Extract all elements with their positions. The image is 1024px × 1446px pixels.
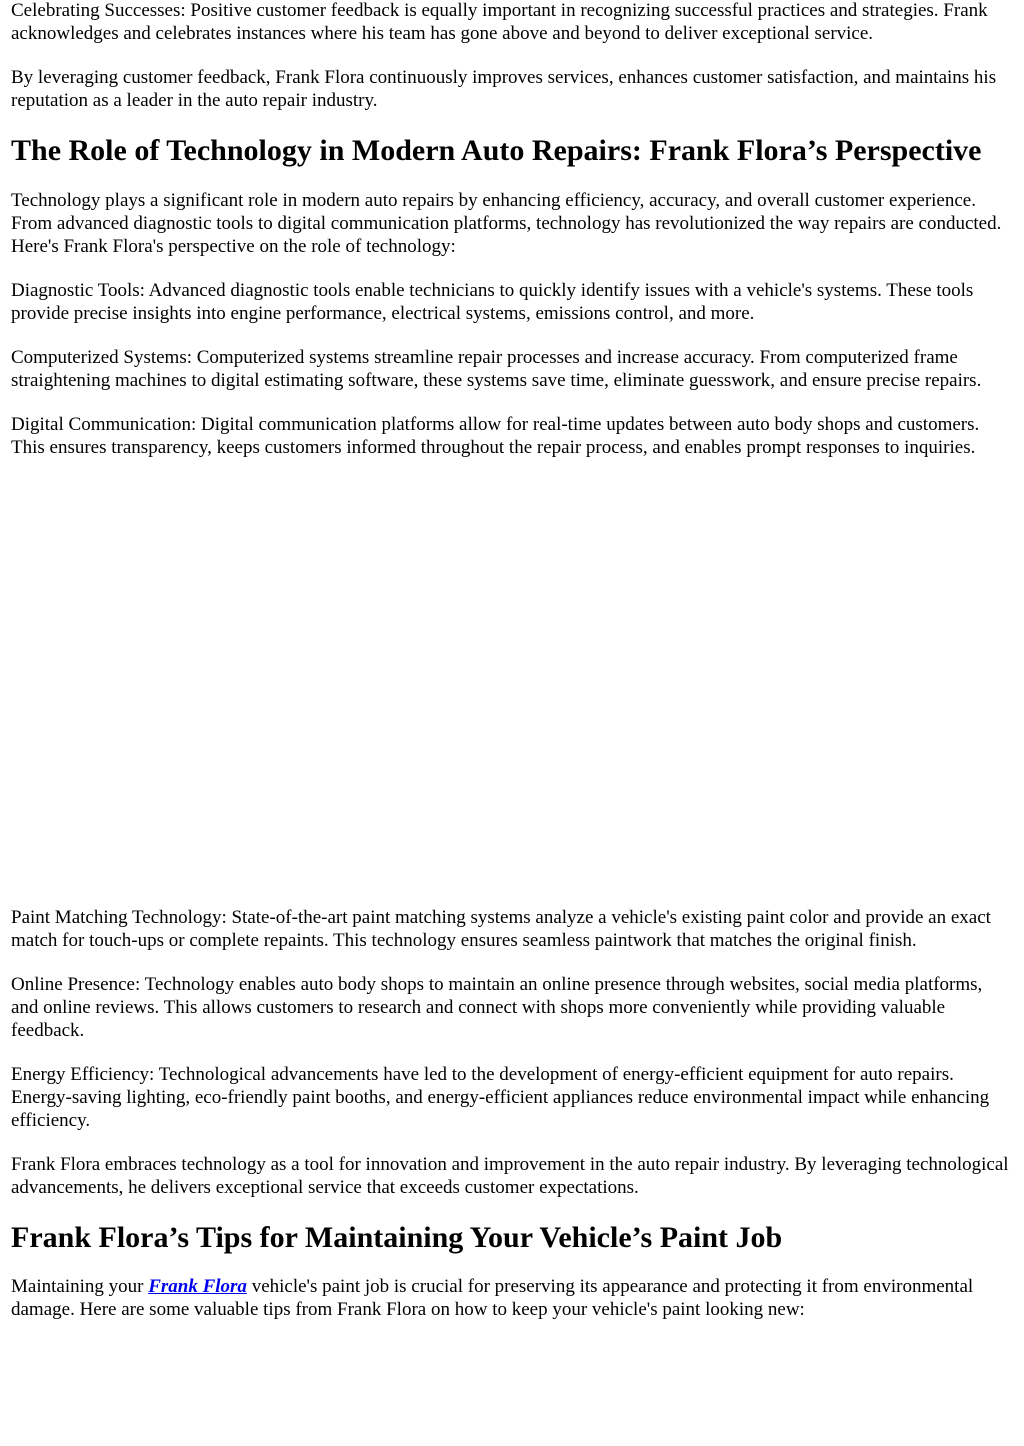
paragraph-celebrating-successes: Celebrating Successes: Positive customer feedback is equally important in recognizing successful practices and strategies. Frank acknowledges and celebrates instances where his team has gone above and beyond to deliver exceptional service. [11,0,988,44]
paragraph-maintaining-paint [11,1275,1012,1321]
paragraph-maintaining-lead: Maintaining your [11,1276,149,1297]
paragraph-online-presence: Online Presence: Technology enables auto body shops to maintain an online presence through websites, social media platforms, and online reviews. This allows customers to research and connect with shops more conveniently while providing valuable feedback. [11,974,983,1041]
paragraph-paint-matching: Paint Matching Technology: State-of-the-art paint matching systems analyze a vehicle's existing paint color and provide an exact match for touch-ups or complete repaints. This technology ensures seamless paintwork that matches the original finish. [11,907,991,951]
blank-media-area [11,480,1012,906]
paragraph-computerized-systems: Computerized Systems: Computerized systems streamline repair processes and increase accuracy. From computerized frame straightening machines to digital estimating software, these systems save time, eliminate guesswork, and ensure precise repairs. [11,347,982,391]
heading-paint-job-tips: Frank Flora’s Tips for Maintaining Your Vehicle’s Paint Job [11,1221,783,1254]
paragraph-technology-intro: Technology plays a significant role in modern auto repairs by enhancing efficiency, accuracy, and overall customer experience. From advanced diagnostic tools to digital communication platforms, technology has revolutionized the way repairs are conducted. Here's Frank Flora's perspective on the role of technology: [11,190,1002,257]
paragraph-maintaining-rest: vehicle's paint job is crucial for preserving its appearance and protecting it from environmental damage. Here are some valuable tips from Frank Flora on how to keep your vehicle's paint looking new: [11,1276,974,1320]
paragraph-diagnostic-tools: Diagnostic Tools: Advanced diagnostic tools enable technicians to quickly identify issues with a vehicle's systems. These tools provide precise insights into engine performance, electrical systems, emissions control, and more. [11,280,974,324]
paragraph-embraces-technology: Frank Flora embraces technology as a tool for innovation and improvement in the auto repair industry. By leveraging technological advancements, he delivers exceptional service that exceeds customer expectations. [11,1154,1009,1198]
frank-flora-link[interactable]: Frank Flora [148,1276,247,1297]
paragraph-leveraging-feedback: By leveraging customer feedback, Frank Flora continuously improves services, enhances customer satisfaction, and maintains his reputation as a leader in the auto repair industry. [11,67,997,111]
paragraph-digital-communication: Digital Communication: Digital communication platforms allow for real-time updates between auto body shops and customers. This ensures transparency, keeps customers informed throughout the repair process, and enables prompt responses to inquiries. [11,414,980,458]
heading-role-of-technology: The Role of Technology in Modern Auto Repairs: Frank Flora’s Perspective [11,134,982,167]
paragraph-energy-efficiency: Energy Efficiency: Technological advancements have led to the development of energy-efficient equipment for auto repairs. Energy-saving lighting, eco-friendly paint booths, and energy-efficient appliances reduce environmental impact while enhancing efficiency. [11,1064,990,1131]
